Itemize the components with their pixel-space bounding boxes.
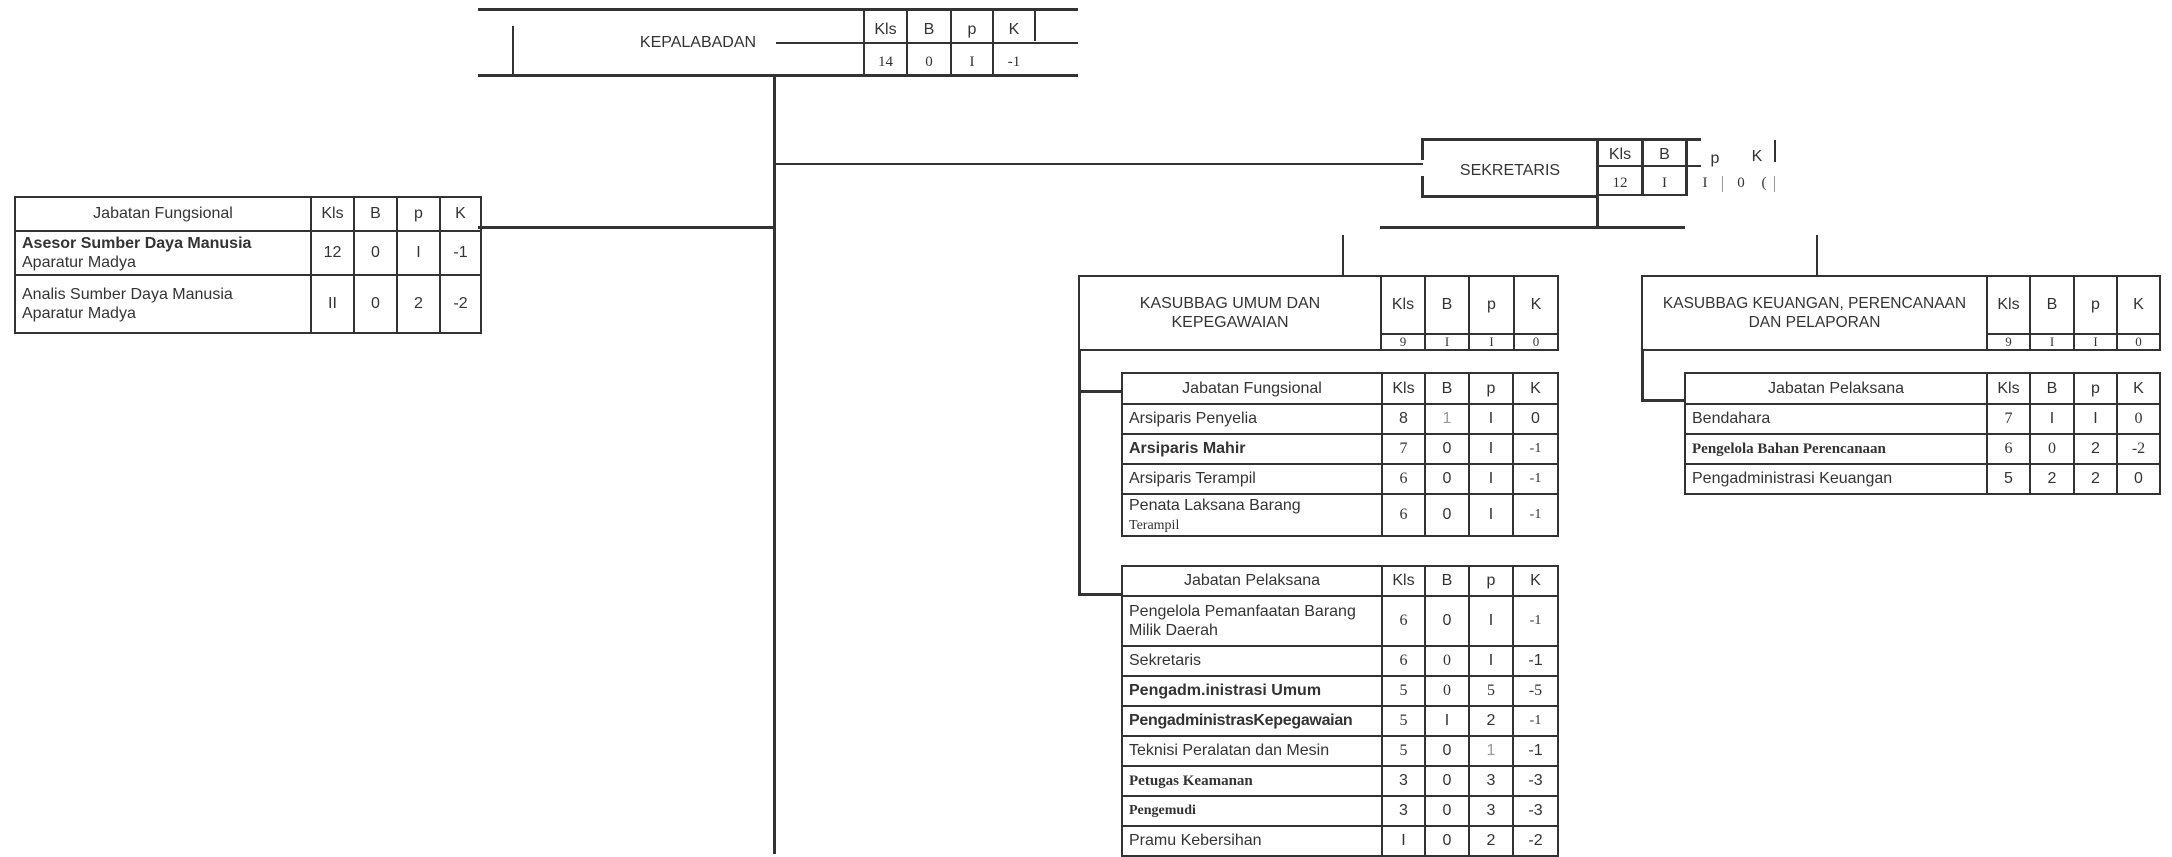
value-p: I (1469, 646, 1513, 676)
sek-value-p: I (1702, 175, 1708, 191)
table-row (15, 275, 481, 333)
jabatan-name: Arsiparis Mahir (1122, 434, 1382, 464)
value-k: -1 (1513, 646, 1558, 676)
jabatan-name (15, 231, 311, 275)
value-p: I (397, 231, 440, 275)
sek-top (1423, 138, 1701, 141)
value-kls: 3 (1382, 766, 1425, 796)
umum-value-b: I (1425, 334, 1469, 350)
jabatan-name-line2: Aparatur Madya (22, 305, 136, 322)
value-k: 0 (1513, 404, 1558, 434)
value-kls: 5 (1382, 736, 1425, 766)
header-b: B (1425, 566, 1469, 596)
sekretaris-branch-line (775, 163, 1423, 165)
jabatan-name: Bendahara (1685, 404, 1987, 434)
header-jabatan: Jabatan Pelaksana (1122, 566, 1382, 596)
sek-value-k: 0 (1737, 175, 1745, 191)
value-kls: 3 (1382, 796, 1425, 826)
table-header-row (1685, 373, 2160, 404)
value-kls: 6 (1382, 596, 1425, 646)
keuangan-header-kls: Kls (1987, 276, 2030, 334)
value-k: -1 (1513, 464, 1558, 494)
table-row (1122, 596, 1558, 646)
sek-bottom (1421, 195, 1599, 198)
value-kls: 7 (1382, 434, 1425, 464)
value-kls: I (1382, 826, 1425, 856)
value-k: -1 (1513, 736, 1558, 766)
value-kls: 6 (1382, 464, 1425, 494)
value-b: 0 (354, 275, 397, 333)
table-row (1122, 706, 1558, 736)
header-kls: Kls (1987, 373, 2030, 404)
kepala-name: KEPALABADAN (639, 34, 757, 51)
kepala-value-b: 0 (925, 54, 933, 70)
value-p: I (1469, 404, 1513, 434)
value-k: -5 (1513, 676, 1558, 706)
value-b: 0 (1425, 766, 1469, 796)
value-b: 1 (1425, 404, 1469, 434)
sek-header-kls: Kls (1608, 146, 1632, 163)
umum-value-p: I (1469, 334, 1514, 350)
kepala-header-p: p (967, 21, 977, 38)
sek-header-b: B (1659, 146, 1670, 163)
header-p: p (2074, 373, 2117, 404)
value-b: 0 (1425, 646, 1469, 676)
umum-header-p: p (1469, 276, 1514, 334)
value-b: I (2030, 404, 2074, 434)
keuangan-header-p: p (2074, 276, 2117, 334)
value-b: 0 (1425, 676, 1469, 706)
value-p: I (1469, 494, 1513, 536)
header-b: B (1425, 373, 1469, 404)
sekretaris-box (1420, 138, 1790, 198)
jabatan-name-line1: Asesor Sumber Daya Manusia (22, 235, 252, 252)
header-kls: Kls (1382, 373, 1425, 404)
header-p: p (397, 197, 440, 231)
value-kls: 8 (1382, 404, 1425, 434)
header-k: K (1513, 566, 1558, 596)
umum-title-row (1079, 276, 1558, 334)
header-k: K (2117, 373, 2160, 404)
sek-value-extra: ( (1761, 175, 1767, 191)
value-b: 0 (1425, 494, 1469, 536)
header-p: p (1469, 373, 1513, 404)
jabatan-name: Teknisi Peralatan dan Mesin (1122, 736, 1382, 766)
value-p: 1 (1469, 736, 1513, 766)
value-p: 2 (1469, 706, 1513, 736)
header-jabatan: Jabatan Fungsional (15, 197, 311, 231)
table-header-row (15, 197, 481, 231)
umum-vertical-line (1078, 350, 1081, 596)
value-p: I (2074, 404, 2117, 434)
umum-pelaksana-table (1121, 565, 1559, 857)
table-row (1122, 404, 1558, 434)
main-vertical-line (773, 76, 776, 854)
value-k: -1 (1513, 596, 1558, 646)
sek-sep-5 (1774, 176, 1775, 192)
value-k: -3 (1513, 766, 1558, 796)
value-b: 0 (1425, 434, 1469, 464)
jabatan-name (15, 275, 311, 333)
value-b: 0 (354, 231, 397, 275)
keuangan-header-table (1641, 275, 2161, 351)
value-k: 0 (2117, 464, 2160, 494)
sek-left (1421, 138, 1424, 160)
jabatan-name: Petugas Keamanan (1122, 766, 1382, 796)
value-b: 0 (2030, 434, 2074, 464)
kepala-header-k: K (1008, 21, 1020, 38)
table-row (1122, 676, 1558, 706)
value-p: 2 (2074, 464, 2117, 494)
table-row (1122, 646, 1558, 676)
kepala-value-kls: 14 (878, 54, 893, 70)
header-k: K (1513, 373, 1558, 404)
fungsional-left-table (14, 196, 482, 334)
keuangan-value-k: 0 (2117, 334, 2160, 350)
keuangan-tick-line (1816, 235, 1818, 275)
left-branch-line (478, 226, 775, 229)
jabatan-name-line2: Aparatur Madya (22, 254, 136, 271)
keuangan-header-b: B (2030, 276, 2074, 334)
table-row (1122, 434, 1558, 464)
sek-header-k: K (1751, 148, 1763, 165)
keuangan-pelaksana-table (1684, 372, 2161, 495)
umum-tick-line (1342, 235, 1344, 275)
sek-value-b: I (1662, 175, 1667, 191)
sek-header-p: p (1710, 150, 1720, 167)
table-row (1685, 464, 2160, 494)
jabatan-name: Sekretaris (1122, 646, 1382, 676)
keuangan-name: KASUBBAG KEUANGAN, PERENCANAAN DAN PELAPORAN (1642, 276, 1987, 350)
jabatan-name: PengadministrasKepegawaian (1122, 706, 1382, 736)
keuangan-header-k: K (2117, 276, 2160, 334)
jabatan-name (1122, 494, 1382, 536)
keuangan-pelaksana-connector (1641, 399, 1685, 402)
value-kls: 12 (311, 231, 354, 275)
umum-value-kls: 9 (1381, 334, 1425, 350)
kepala-mid-line (776, 42, 1078, 44)
table-row (1122, 736, 1558, 766)
jabatan-name: Arsiparis Penyelia (1122, 404, 1382, 434)
jabatan-name: Pengemudi (1122, 796, 1382, 826)
value-p: I (1469, 596, 1513, 646)
table-row (1685, 434, 2160, 464)
keuangan-value-b: I (2030, 334, 2074, 350)
value-k: -3 (1513, 796, 1558, 826)
value-kls: 5 (1382, 706, 1425, 736)
value-b: 0 (1425, 736, 1469, 766)
header-b: B (354, 197, 397, 231)
value-k: -1 (1513, 494, 1558, 536)
kepala-bottom-line (478, 74, 1078, 77)
jabatan-name: Pengadministrasi Keuangan (1685, 464, 1987, 494)
umum-fungsional-table (1121, 372, 1559, 537)
value-k: -2 (2117, 434, 2160, 464)
sek-sep-3 (1722, 176, 1723, 192)
table-row (1122, 494, 1558, 536)
value-k: -1 (1513, 706, 1558, 736)
table-row (1122, 826, 1558, 856)
jabatan-name-line2: Terampil (1129, 517, 1180, 533)
sek-bot-2 (1596, 194, 1688, 196)
table-row (1122, 766, 1558, 796)
value-k: -1 (1513, 434, 1558, 464)
value-b: 0 (1425, 596, 1469, 646)
value-p: 3 (1469, 766, 1513, 796)
kepala-left-tick (512, 26, 514, 76)
kepala-header-b: B (923, 21, 935, 38)
value-kls: 6 (1987, 434, 2030, 464)
value-p: 2 (2074, 434, 2117, 464)
jabatan-name-line1: Penata Laksana Barang (1129, 496, 1301, 514)
value-k: -1 (440, 231, 481, 275)
jabatan-name-line1: Analis Sumber Daya Manusia (22, 286, 233, 303)
value-b: 0 (1425, 464, 1469, 494)
header-kls: Kls (311, 197, 354, 231)
sekretaris-sub-line (1380, 226, 1685, 229)
keuangan-title-row (1642, 276, 2160, 334)
header-p: p (1469, 566, 1513, 596)
value-p: 3 (1469, 796, 1513, 826)
header-b: B (2030, 373, 2074, 404)
umum-header-k: K (1514, 276, 1558, 334)
jabatan-name: Pengadm.inistrasi Umum (1122, 676, 1382, 706)
value-b: I (1425, 706, 1469, 736)
sek-sep-4 (1774, 140, 1776, 162)
header-kls: Kls (1382, 566, 1425, 596)
kepala-value-p: I (969, 54, 975, 70)
kepala-header-kls: Kls (874, 21, 897, 38)
jabatan-name: Pengelola Pemanfaatan Barang Milik Daerah (1122, 596, 1382, 646)
value-p: 5 (1469, 676, 1513, 706)
keuangan-value-p: I (2074, 334, 2117, 350)
umum-fungsional-connector (1078, 390, 1122, 393)
value-b: 0 (1425, 796, 1469, 826)
umum-header-table (1078, 275, 1559, 351)
value-b: 0 (1425, 826, 1469, 856)
value-k: -2 (440, 275, 481, 333)
sekretaris-name: SEKRETARIS (1459, 162, 1561, 179)
value-kls: II (311, 275, 354, 333)
header-jabatan: Jabatan Pelaksana (1685, 373, 1987, 404)
keuangan-value-kls: 9 (1987, 334, 2030, 350)
value-kls: 6 (1382, 494, 1425, 536)
value-p: I (1469, 434, 1513, 464)
sek-value-kls: 12 (1612, 175, 1628, 191)
kepala-value-k: -1 (1007, 54, 1021, 70)
value-kls: 6 (1382, 646, 1425, 676)
umum-pelaksana-connector (1078, 593, 1122, 596)
keuangan-vertical-line (1641, 350, 1644, 402)
jabatan-name: Pengelola Bahan Perencanaan (1685, 434, 1987, 464)
kepala-badan-box (478, 8, 1078, 78)
value-b: 2 (2030, 464, 2074, 494)
value-kls: 5 (1987, 464, 2030, 494)
value-p: I (1469, 464, 1513, 494)
umum-header-b: B (1425, 276, 1469, 334)
value-p: 2 (1469, 826, 1513, 856)
header-k: K (440, 197, 481, 231)
header-jabatan: Jabatan Fungsional (1122, 373, 1382, 404)
sek-sep-2 (1685, 138, 1688, 196)
table-header-row (1122, 373, 1558, 404)
jabatan-name: Pramu Kebersihan (1122, 826, 1382, 856)
kepala-sep-5 (1034, 11, 1036, 41)
table-header-row (1122, 566, 1558, 596)
value-kls: 7 (1987, 404, 2030, 434)
umum-name: KASUBBAG UMUM DAN KEPEGAWAIAN (1079, 276, 1381, 350)
jabatan-name: Arsiparis Terampil (1122, 464, 1382, 494)
value-k: -2 (1513, 826, 1558, 856)
table-row (15, 231, 481, 275)
sekretaris-down-line (1596, 196, 1599, 228)
umum-value-k: 0 (1514, 334, 1558, 350)
umum-header-kls: Kls (1381, 276, 1425, 334)
value-k: 0 (2117, 404, 2160, 434)
kepala-top-line (478, 8, 1078, 11)
table-row (1122, 464, 1558, 494)
table-row (1122, 796, 1558, 826)
table-row (1685, 404, 2160, 434)
value-p: 2 (397, 275, 440, 333)
value-kls: 5 (1382, 676, 1425, 706)
